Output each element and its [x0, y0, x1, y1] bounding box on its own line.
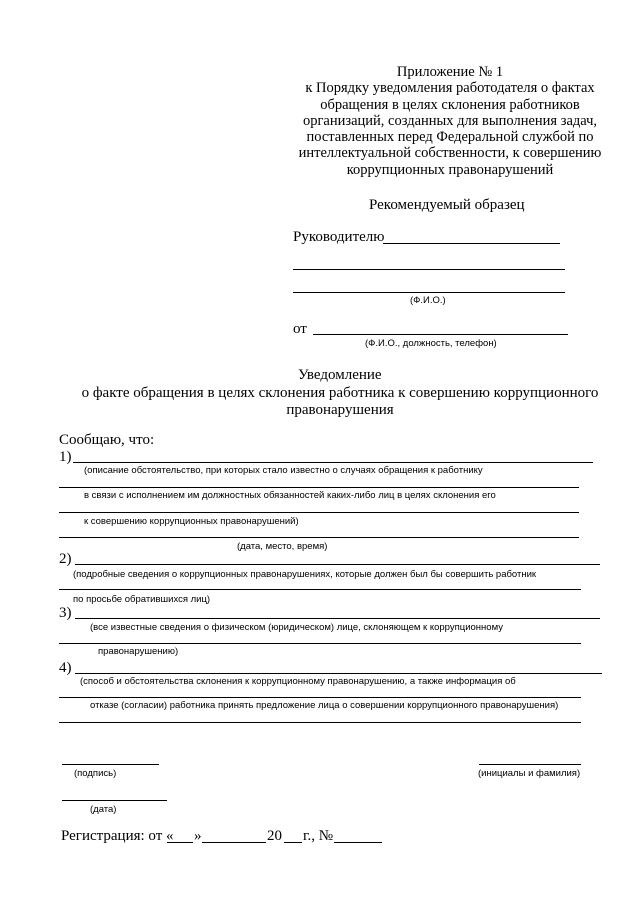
fill-line — [59, 512, 579, 513]
signature-line — [62, 764, 159, 765]
item-caption: к совершению коррупционных правонарушений) — [84, 516, 299, 527]
initials-caption: (инициалы и фамилия) — [478, 768, 581, 779]
to-label: Руководителю — [293, 229, 385, 245]
fill-line — [59, 537, 579, 538]
appendix-block — [285, 64, 615, 178]
item-number: 4) — [59, 660, 72, 676]
appendix-line: коррупционных правонарушений — [346, 161, 554, 178]
fill-line — [59, 643, 581, 644]
addressee-line — [293, 269, 565, 270]
registration-year-line — [284, 842, 302, 843]
item-number: 3) — [59, 605, 72, 621]
appendix-line: к Порядку уведомления работодателя о фактах — [305, 80, 595, 97]
item-number: 1) — [59, 449, 72, 465]
registration-year-prefix: 20 — [267, 828, 282, 844]
date-line — [62, 800, 167, 801]
registration-label: Регистрация: от « — [61, 828, 174, 844]
item-caption: (описание обстоятельство, при которых стало известно о случаях обращения к работнику — [84, 465, 483, 476]
intro-text: Сообщаю, что: — [59, 432, 155, 448]
item-caption: отказе (согласии) работника принять предложение лица о совершении коррупционного правонарушения) — [90, 700, 559, 711]
registration-day-line — [167, 842, 193, 843]
fill-line — [59, 722, 581, 723]
fill-line — [75, 564, 600, 565]
item-caption: (дата, место, время) — [237, 541, 328, 552]
item-caption: правонарушению) — [98, 646, 179, 657]
item-caption: в связи с исполнением им должностных обязанностей каких-либо лиц в целях склонения его — [84, 490, 496, 501]
addressee-line — [293, 292, 565, 293]
item-caption: (все известные сведения о физическом (юридическом) лице, склоняющем к коррупционному — [90, 622, 503, 633]
document-subtitle: правонарушения — [286, 402, 394, 418]
fill-line — [59, 697, 581, 698]
fio-caption: (Ф.И.О.) — [410, 295, 446, 306]
date-caption: (дата) — [90, 804, 117, 815]
document-title: Уведомление — [298, 367, 382, 383]
fill-line — [75, 618, 600, 619]
registration-month-line — [202, 842, 266, 843]
fill-line — [59, 589, 581, 590]
fill-line — [75, 673, 602, 674]
registration-quote-close: » — [194, 828, 202, 844]
from-label: от — [293, 321, 307, 337]
fill-line — [73, 462, 593, 463]
addressee-line — [383, 243, 560, 244]
signature-caption: (подпись) — [74, 768, 117, 779]
document-subtitle: о факте обращения в целях склонения работника к совершению коррупционного — [81, 385, 599, 401]
from-caption: (Ф.И.О., должность, телефон) — [365, 338, 497, 349]
appendix-line: организаций, созданных для выполнения задач, — [302, 112, 598, 129]
registration-year-suffix: г., № — [303, 828, 334, 844]
initials-line — [479, 764, 581, 765]
registration-number-line — [334, 842, 382, 843]
fill-line — [59, 487, 579, 488]
appendix-line: поставленных перед Федеральной службой по — [306, 129, 594, 146]
item-caption: (способ и обстоятельства склонения к коррупционному правонарушению, а также информация об — [80, 676, 516, 687]
item-caption: (подробные сведения о коррупционных правонарушениях, которые должен был бы совершить работник — [73, 569, 537, 580]
from-line — [313, 334, 568, 335]
item-caption: по просьбе обратившихся лиц) — [73, 594, 211, 605]
recommended-sample-label: Рекомендуемый образец — [369, 197, 525, 213]
appendix-title: Приложение № 1 — [396, 64, 504, 80]
appendix-line: интеллектуальной собственности, к совершению — [298, 145, 602, 162]
appendix-line: обращения в целях склонения работников — [320, 96, 580, 113]
item-number: 2) — [59, 551, 72, 567]
